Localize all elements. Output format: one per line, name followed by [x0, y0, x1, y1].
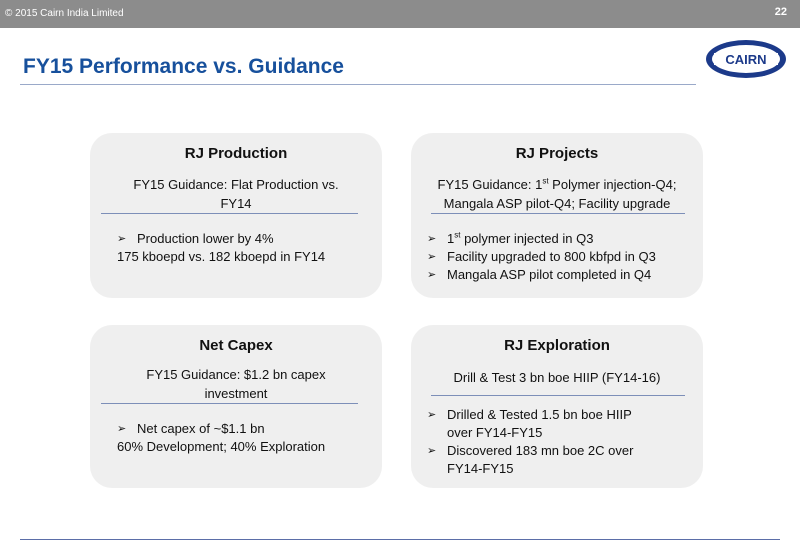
- card-title: Net Capex: [199, 337, 273, 354]
- list-item: [117, 420, 325, 438]
- card-divider: [101, 213, 358, 214]
- list-item: [427, 266, 656, 284]
- card-guidance: FY15 Guidance: 1st Polymer injection-Q4; Mangala ASP pilot-Q4; Facility upgrade: [437, 176, 677, 211]
- arrow-bullet-icon: ➢: [117, 233, 127, 245]
- card-title: RJ Exploration: [504, 337, 610, 354]
- card-rj-production: [90, 133, 382, 298]
- card-title: RJ Production: [184, 145, 288, 162]
- title-divider: [20, 84, 696, 85]
- page-number: 22: [774, 6, 787, 18]
- list-item: [427, 442, 677, 478]
- card-divider: [431, 395, 685, 396]
- card-title: RJ Projects: [515, 145, 599, 162]
- slide-title: FY15 Performance vs. Guidance: [23, 55, 344, 78]
- arrow-bullet-icon: ➢: [427, 269, 437, 281]
- bullet-text: Net capex of ~$1.1 bn: [137, 421, 265, 436]
- arrow-bullet-icon: ➢: [117, 423, 127, 435]
- card-net-capex: [90, 325, 382, 488]
- bullet-text: Discovered 183 mn boe 2C over FY14-FY15: [447, 443, 634, 476]
- arrow-bullet-icon: ➢: [427, 409, 437, 421]
- list-item: 175 kboepd vs. 182 kboepd in FY14: [117, 249, 326, 264]
- card-bullets: [427, 406, 677, 478]
- arrow-bullet-icon: ➢: [427, 445, 437, 457]
- card-divider: [101, 403, 358, 404]
- list-item: [427, 406, 677, 442]
- bullet-text: Drilled & Tested 1.5 bn boe HIIP over FY14-FY15: [447, 407, 632, 440]
- cairn-logo: [704, 38, 788, 80]
- bullet-text: Facility upgraded to 800 kbfpd in Q3: [447, 249, 656, 264]
- logo-text: CAIRN: [725, 52, 767, 67]
- bullet-text: Mangala ASP pilot completed in Q4: [447, 267, 652, 282]
- copyright-text: © 2015 Cairn India Limited: [5, 8, 124, 19]
- bullet-text: 1st polymer injected in Q3: [447, 230, 594, 246]
- list-item: 60% Development; 40% Exploration: [117, 439, 326, 454]
- card-bullets: [427, 230, 656, 284]
- arrow-bullet-icon: ➢: [427, 251, 437, 263]
- card-divider: [431, 213, 685, 214]
- list-item: [427, 230, 656, 248]
- arrow-bullet-icon: ➢: [427, 233, 437, 245]
- card-bullets: [117, 230, 325, 266]
- footer-divider: [20, 539, 780, 540]
- card-guidance: FY15 Guidance: $1.2 bn capex investment: [146, 367, 326, 401]
- card-rj-exploration: [411, 325, 703, 488]
- card-bullets: [117, 420, 325, 456]
- list-item: [427, 248, 656, 266]
- bullet-text: Production lower by 4%: [137, 231, 274, 246]
- list-item: [117, 230, 325, 248]
- card-guidance: Drill & Test 3 bn boe HIIP (FY14-16): [453, 370, 661, 385]
- card-rj-projects: [411, 133, 703, 298]
- top-bar: [0, 0, 800, 28]
- card-guidance: FY15 Guidance: Flat Production vs. FY14: [133, 177, 339, 211]
